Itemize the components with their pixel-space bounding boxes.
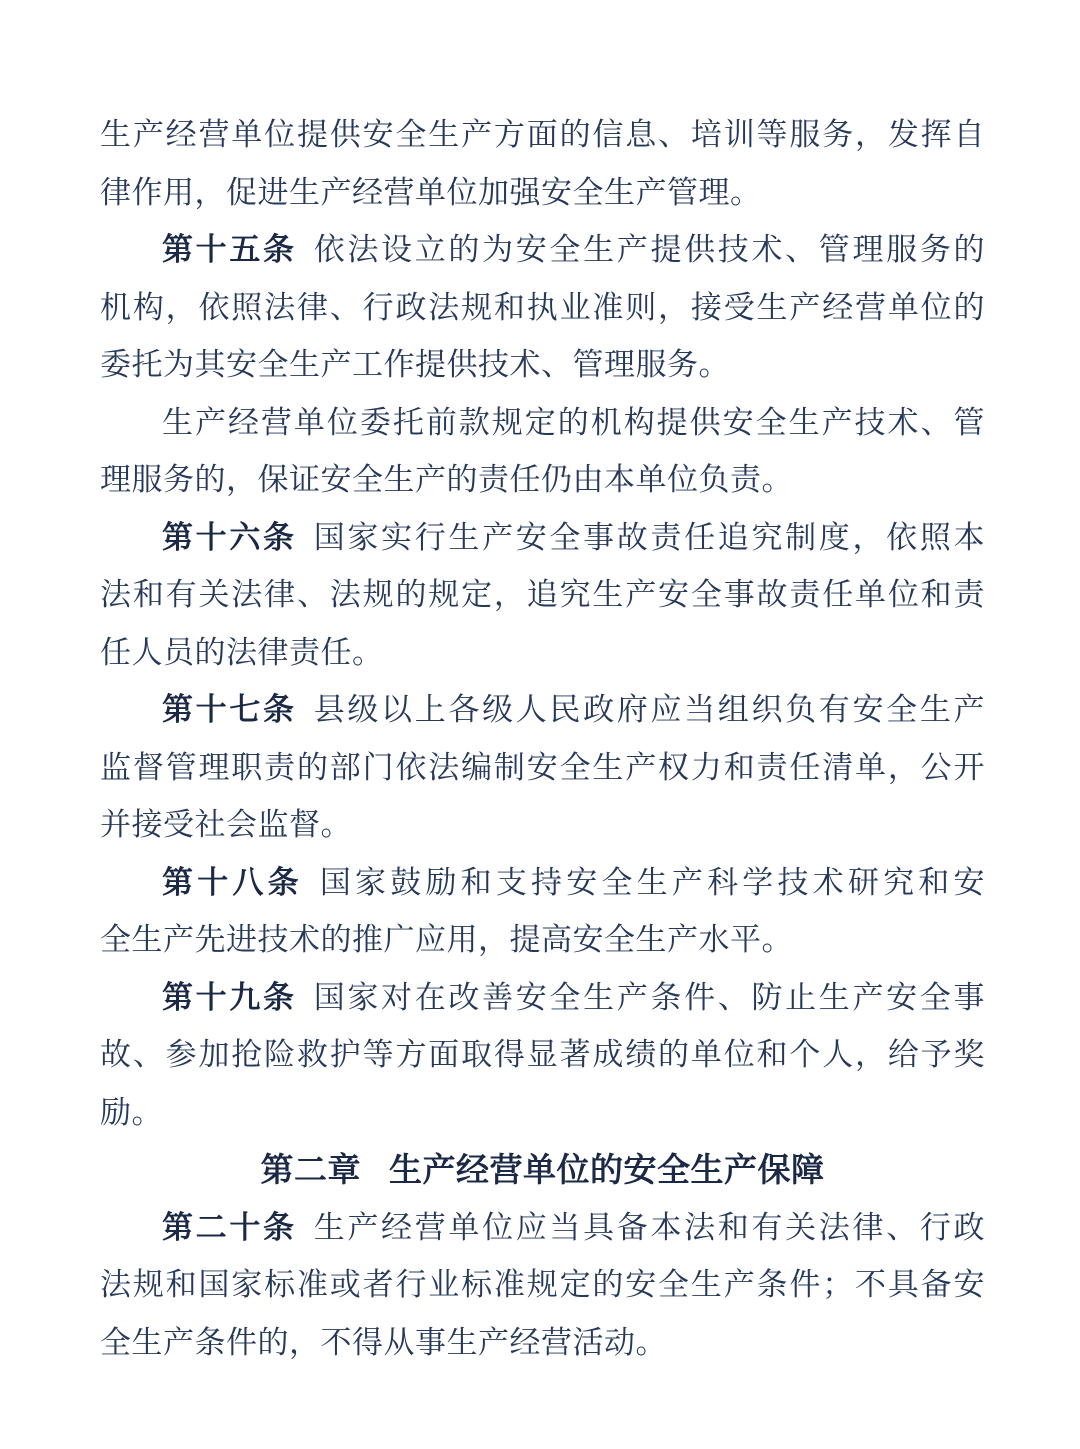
line-text: 律作用，促进生产经营单位加强安全生产管理。 xyxy=(100,174,762,210)
text-line xyxy=(100,739,985,797)
chapter-heading xyxy=(100,1141,985,1199)
chapter-number: 第二章 xyxy=(260,1151,361,1188)
line-text: 生产经营单位提供安全生产方面的信息、培训等服务，发挥自 xyxy=(100,117,985,152)
article-start-line xyxy=(100,854,985,912)
article-number: 第十五条 xyxy=(162,232,297,267)
line-text: 励。 xyxy=(100,1094,163,1130)
line-text: 理服务的，保证安全生产的责任仍由本单位负责。 xyxy=(100,462,793,497)
line-text: 故、参加抢险救护等方面取得显著成绩的单位和个人，给予奖 xyxy=(100,1037,985,1072)
line-text: 生产经营单位委托前款规定的机构提供安全生产技术、管 xyxy=(162,404,985,440)
article-number: 第十九条 xyxy=(162,979,297,1015)
text-line xyxy=(100,1026,985,1084)
text-line xyxy=(100,796,985,854)
text-line xyxy=(100,1084,985,1142)
line-text: 并接受社会监督。 xyxy=(100,807,352,842)
line-text: 国家实行生产安全事故责任追究制度，依照本 xyxy=(313,519,986,555)
chapter-title: 生产经营单位的安全生产保障 xyxy=(389,1151,825,1188)
text-line xyxy=(100,1314,985,1372)
line-text: 国家对在改善安全生产条件、防止生产安全事 xyxy=(313,979,986,1015)
line-text: 生产经营单位应当具备本法和有关法律、行政 xyxy=(313,1209,986,1245)
text-line xyxy=(100,451,985,509)
text-line xyxy=(100,624,985,682)
article-number: 第十七条 xyxy=(162,692,297,727)
article-start-line xyxy=(100,221,985,279)
text-line xyxy=(100,566,985,624)
document-text-body xyxy=(100,106,985,1371)
text-line xyxy=(100,279,985,337)
line-text: 全生产先进技术的推广应用，提高安全生产水平。 xyxy=(100,922,793,957)
text-line xyxy=(100,394,985,452)
text-line xyxy=(100,106,985,164)
line-text: 国家鼓励和支持安全生产科学技术研究和安 xyxy=(319,864,986,900)
line-text: 任人员的法律责任。 xyxy=(100,634,384,670)
line-text: 机构，依照法律、行政法规和执业准则，接受生产经营单位的 xyxy=(100,289,985,325)
line-text: 法规和国家标准或者行业标准规定的安全生产条件；不具备安 xyxy=(100,1267,985,1302)
article-number: 第二十条 xyxy=(162,1209,297,1245)
line-text: 委托为其安全生产工作提供技术、管理服务。 xyxy=(100,347,730,382)
line-text: 全生产条件的，不得从事生产经营活动。 xyxy=(100,1324,667,1360)
text-line xyxy=(100,911,985,969)
article-start-line xyxy=(100,969,985,1027)
text-line xyxy=(100,164,985,222)
line-text: 依法设立的为安全生产提供技术、管理服务的 xyxy=(313,232,986,267)
article-start-line xyxy=(100,509,985,567)
article-number: 第十六条 xyxy=(162,519,297,555)
text-line xyxy=(100,336,985,394)
line-text: 法和有关法律、法规的规定，追究生产安全事故责任单位和责 xyxy=(100,577,985,612)
line-text: 县级以上各级人民政府应当组织负有安全生产 xyxy=(313,692,986,727)
text-line xyxy=(100,1256,985,1314)
line-text: 监督管理职责的部门依法编制安全生产权力和责任清单，公开 xyxy=(100,749,985,785)
article-start-line xyxy=(100,1199,985,1257)
article-number: 第十八条 xyxy=(162,864,303,900)
article-start-line xyxy=(100,681,985,739)
